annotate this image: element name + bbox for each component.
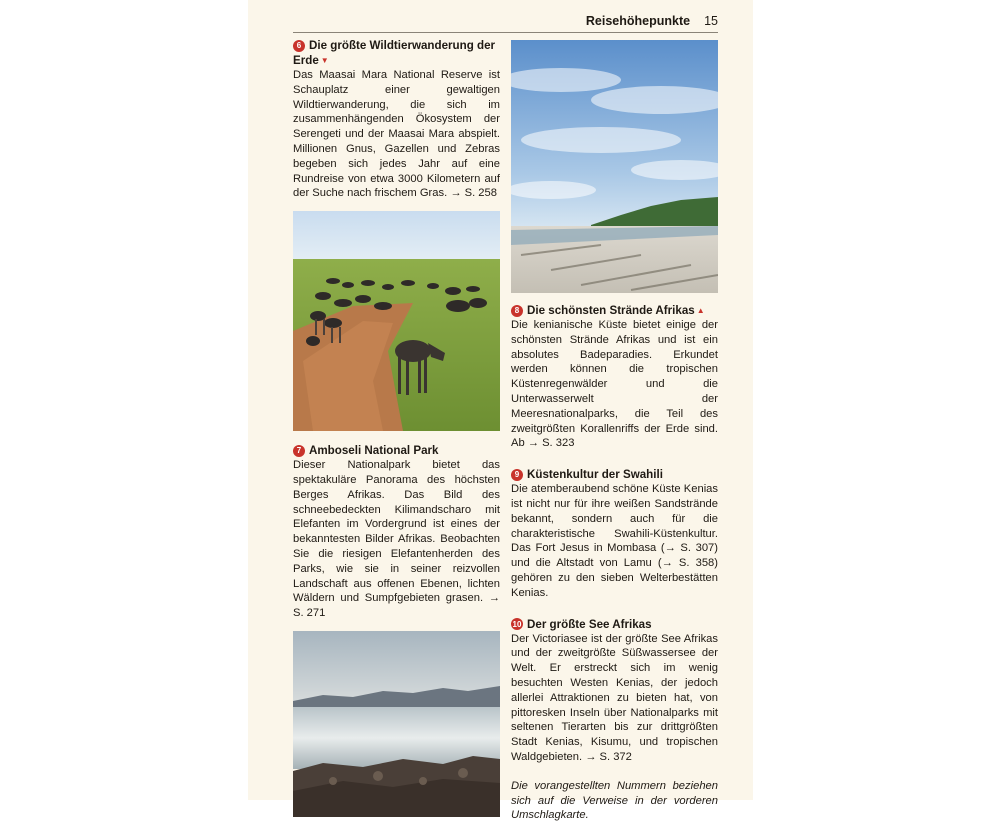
triangle-up-icon: ▲ <box>696 306 705 315</box>
entry-number-badge: 10 <box>512 619 522 629</box>
entry-heading <box>511 467 718 482</box>
entry-text: Die atemberaubend schöne Küste Kenias ist nicht nur für ihre weißen Sandstrände bekannt, sondern auch für die charakteristische Swahili-Küstenkultur. Das Fort Jesus in Mombasa (→ S. 307) und die Altstadt von Lamu (→ S. 358) gehören zu den sieben Welterbestätten Kenias. <box>511 483 718 599</box>
entry-title: Die größte Wildtierwanderung der Erde <box>293 39 496 67</box>
entry-heading <box>511 617 718 632</box>
entry-text: Der Victoriasee ist der größte See Afrikas und der zweitgrößte Süßwassersee der Welt. Er erstreckt sich im wenig besuchten Westen Kenias, der jedoch allerlei Attraktionen zu bieten hat, von pittoresken Inseln über Nationalparks mit seltenen Tierarten bis zur drittgrößten Stadt Kenias, Kisumu, und tropischen Waldgebieten. → S. 372 <box>511 632 718 763</box>
section-title: Reisehöhepunkte <box>585 14 691 28</box>
highlight-entry-10 <box>511 617 718 765</box>
beach-photo <box>511 40 718 293</box>
entry-title: Der größte See Afrikas <box>527 617 652 631</box>
entry-number-badge: 9 <box>511 469 523 481</box>
entry-title: Amboseli National Park <box>309 444 439 458</box>
left-column <box>293 38 500 829</box>
highlight-entry-6 <box>293 38 500 201</box>
highlight-entry-8 <box>511 303 718 451</box>
highlight-entry-9 <box>511 467 718 600</box>
page-number: 15 <box>704 14 718 28</box>
entry-heading <box>293 443 500 458</box>
entry-title: Die schönsten Strände Afrikas <box>527 304 695 317</box>
lake-shore-photo <box>293 631 500 817</box>
page-header <box>293 14 718 33</box>
entry-text: Dieser Nationalpark bietet das spektakuläre Panorama des höchsten Berges Afrikas. Das Bild des schneebedeckten Kilimandscharo mit Elefanten im Vordergrund ist eines der bekanntesten Bilder Afrikas. Beobachten Sie die riesigen Elefantenherden des Parks, wie sie in seiner reizvollen Landschaft aus offenen Ebenen, lichten Wäldern und Sumpfgebieten grasen. → S. 271 <box>293 459 500 620</box>
entry-number-badge: 8 <box>511 305 523 317</box>
entry-number-badge: 7 <box>293 445 305 457</box>
entry-text: Die kenianische Küste bietet einige der schönsten Strände Afrikas und ist ein absolutes Badeparadies. Erkundet werden können die tropischen Küstenregenwälder und die Unterwasserwelt der Meeresnationalparks, die Teil des zweitgrößten Korallenriffs der Erde sind. Ab → S. 323 <box>511 319 718 450</box>
entry-title: Küstenkultur der Swahili <box>527 468 663 482</box>
right-column <box>511 303 718 823</box>
wildebeest-migration-photo <box>293 211 500 431</box>
footnote: Die vorangestellten Nummern beziehen sich auf die Verweise in der vorderen Umschlagkarte. <box>511 779 718 822</box>
entry-number-badge: 6 <box>293 40 305 52</box>
highlight-entry-7 <box>293 443 500 621</box>
entry-heading <box>293 38 500 68</box>
entry-text: Das Maasai Mara National Reserve ist Schauplatz einer gewaltigen Wildtierwanderung, die sich im zusammenhängenden Ökosystem der Serengeti und der Maasai Mara abspielt. Millionen Gnus, Gazellen und Zebras begeben sich jedes Jahr auf eine Rundreise von etwa 3000 Kilometern auf der Suche nach frischem Gras. → S. 258 <box>293 69 500 200</box>
triangle-down-icon: ▼ <box>320 56 329 65</box>
right-column-photo <box>511 38 718 293</box>
entry-heading <box>511 303 718 318</box>
